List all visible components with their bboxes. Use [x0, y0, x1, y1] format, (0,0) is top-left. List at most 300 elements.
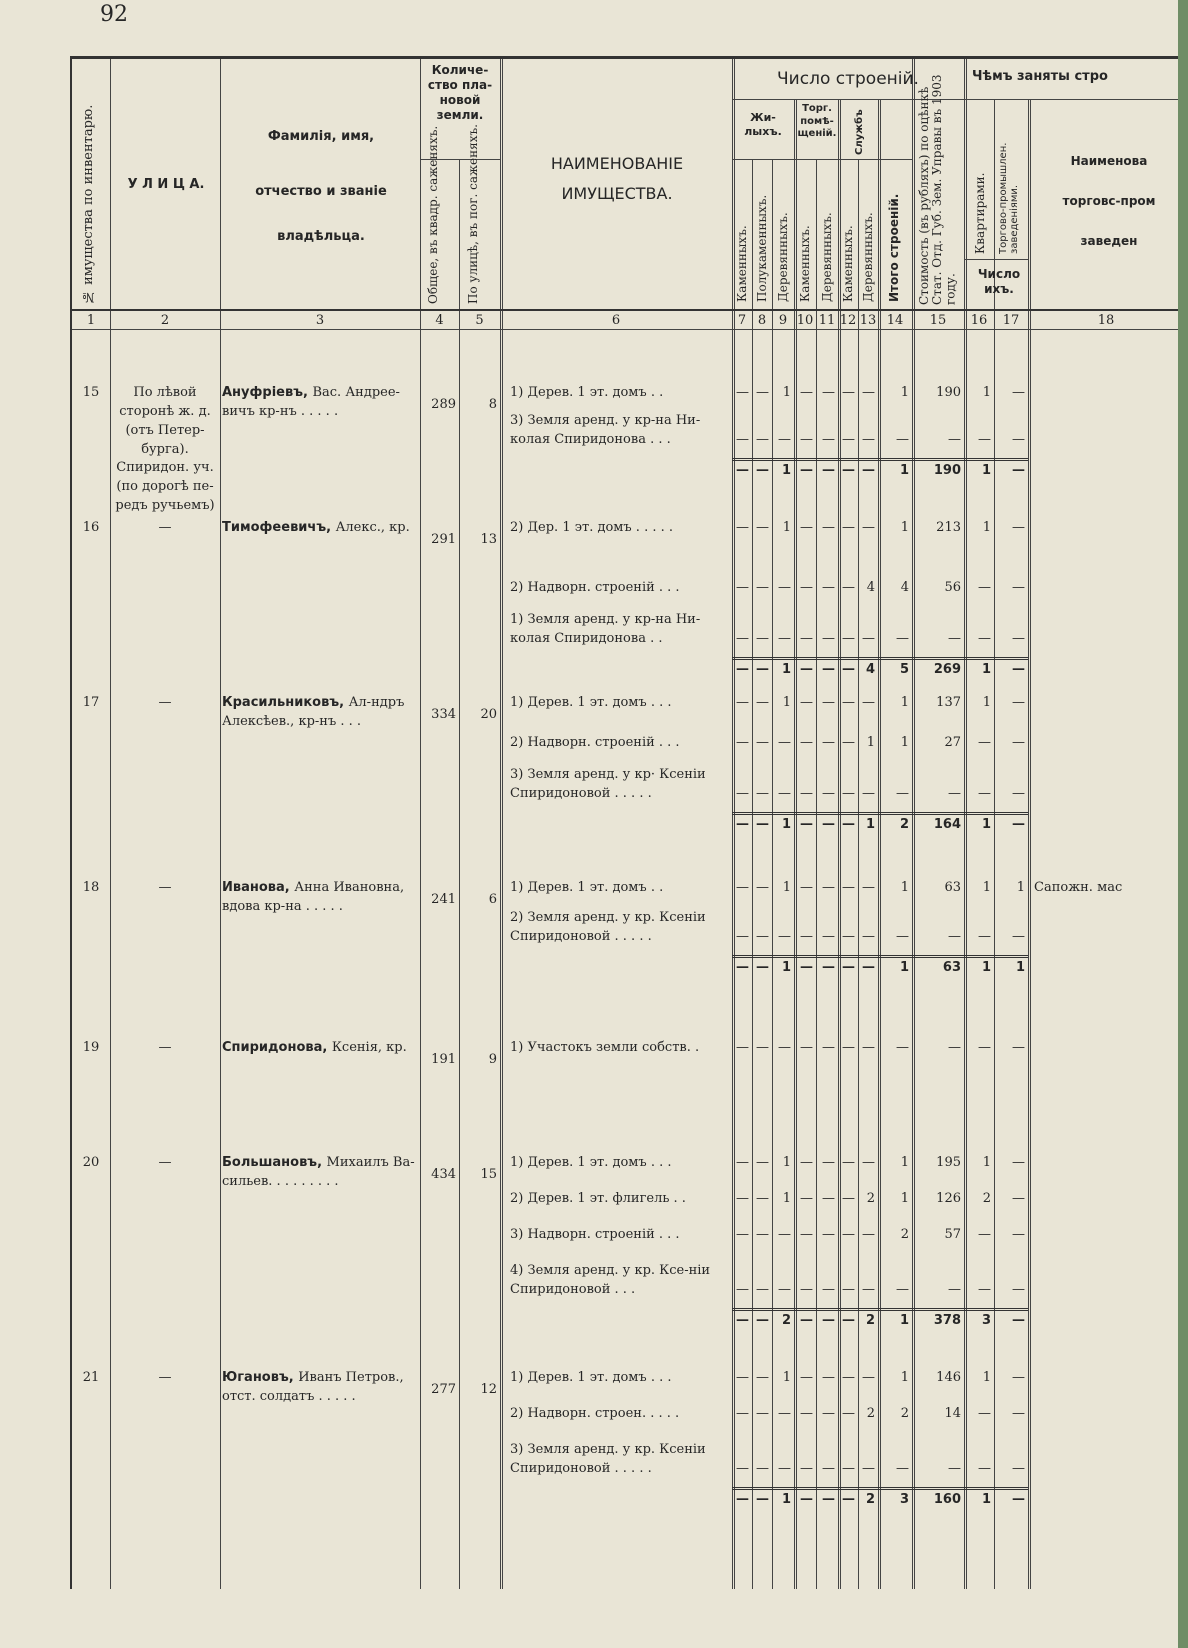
value-c10: —: [800, 1040, 813, 1055]
subtotal-rule: [732, 657, 1028, 660]
total-c12: —: [842, 662, 855, 677]
value-c15: 195: [936, 1155, 961, 1170]
property-item: 1) Дерев. 1 эт. домъ . . .: [510, 1155, 672, 1170]
value-c16: —: [978, 1461, 991, 1476]
value-c17: —: [1012, 1282, 1025, 1297]
col16-header: Квартирами.: [973, 172, 987, 254]
inventory-table: [70, 56, 1184, 1589]
value-c7: —: [736, 1227, 749, 1242]
value-c8: —: [756, 695, 769, 710]
value-c9: —: [778, 580, 791, 595]
value-c15: 57: [944, 1227, 961, 1242]
value-c12: —: [842, 1282, 855, 1297]
value-c15: —: [948, 631, 961, 646]
value-c12: —: [842, 735, 855, 750]
property-item: 1) Дерев. 1 эт. домъ . .: [510, 880, 664, 895]
total-c13: —: [862, 960, 875, 975]
column-number: 1: [86, 313, 96, 328]
value-c12: —: [842, 929, 855, 944]
value-c16: —: [978, 580, 991, 595]
value-c15: 146: [936, 1370, 961, 1385]
owner-cell: [222, 1369, 416, 1407]
owner-header-1: Фамилія, имя,: [267, 129, 375, 144]
total-c13: 1: [865, 817, 875, 832]
property-item: 1) Дерев. 1 эт. домъ . .: [510, 385, 664, 400]
value-c7: —: [736, 1040, 749, 1055]
total-c7: —: [736, 817, 749, 832]
col18-header-2: торговс-пром: [1062, 194, 1156, 208]
value-c16: 1: [982, 880, 991, 895]
entry-number: 16: [82, 520, 100, 535]
total-c14: 1: [899, 960, 909, 975]
value-c13: —: [862, 1461, 875, 1476]
total-c14: 3: [899, 1492, 909, 1507]
value-c9: —: [778, 929, 791, 944]
value-c15: 27: [944, 735, 961, 750]
total-c12: —: [842, 463, 855, 478]
value-c11: —: [822, 385, 835, 400]
value-c17: —: [1012, 580, 1025, 595]
value-c11: —: [822, 786, 835, 801]
total-c10: —: [800, 662, 813, 677]
owner-details: Ксенія, кр.: [331, 1040, 407, 1055]
value-c7: —: [736, 929, 749, 944]
value-c15: 14: [944, 1406, 961, 1421]
total-c14: 1: [899, 1313, 909, 1328]
value-c11: —: [822, 1282, 835, 1297]
entry-number: 17: [82, 695, 100, 710]
subtotal-rule: [732, 955, 1028, 958]
owner-surname: Большановъ,: [222, 1155, 327, 1170]
value-c10: —: [800, 385, 813, 400]
value-c17: —: [1012, 631, 1025, 646]
property-item: 1) Участокъ земли собств. .: [510, 1040, 700, 1055]
value-c7: —: [736, 1406, 749, 1421]
value-c8: —: [756, 1282, 769, 1297]
value-c13: —: [862, 385, 875, 400]
value-c14: —: [896, 631, 909, 646]
land-area: 291: [431, 532, 456, 547]
value-c12: —: [842, 786, 855, 801]
value-c7: —: [736, 1282, 749, 1297]
value-c14: 4: [900, 580, 909, 595]
total-c7: —: [736, 1492, 749, 1507]
total-c11: —: [822, 463, 835, 478]
property-item: 1) Земля аренд. у кр-на Ни-колая Спиридонова . .: [510, 612, 701, 646]
value-c13: —: [862, 1227, 875, 1242]
value-c17: —: [1012, 695, 1025, 710]
total-c10: —: [800, 960, 813, 975]
value-c8: —: [756, 1155, 769, 1170]
owner-cell: [222, 1039, 416, 1058]
value-c13: 2: [866, 1191, 875, 1206]
street-frontage: 12: [480, 1382, 497, 1397]
value-c14: 1: [900, 385, 909, 400]
value-c13: —: [862, 1282, 875, 1297]
value-c14: —: [896, 786, 909, 801]
street-frontage: 6: [488, 892, 497, 907]
value-c15: 126: [936, 1191, 961, 1206]
total-c13: 2: [865, 1313, 875, 1328]
value-c9: 1: [782, 1370, 791, 1385]
value-c10: —: [800, 432, 813, 447]
value-c7: —: [736, 735, 749, 750]
value-c13: —: [862, 1040, 875, 1055]
land-area: 241: [431, 892, 456, 907]
column-number: 8: [757, 313, 767, 328]
value-c17: —: [1012, 1227, 1025, 1242]
owner-header-2: отчество и званіе: [255, 184, 387, 199]
value-c16: —: [978, 1040, 991, 1055]
value-c10: —: [800, 1406, 813, 1421]
value-c9: —: [778, 786, 791, 801]
property-item: 2) Надворн. строеній . . .: [510, 580, 680, 595]
value-c11: —: [822, 1406, 835, 1421]
column-number: 10: [796, 313, 814, 328]
owner-details: Ал-ндръ Алексѣев., кр-нъ . . .: [222, 695, 405, 729]
owner-surname: Ануфріевъ,: [222, 385, 313, 400]
value-c10: —: [800, 1370, 813, 1385]
property-header-1: НАИМЕНОВАНІЕ: [550, 154, 684, 173]
value-c12: —: [842, 1461, 855, 1476]
property-item: 3) Земля аренд. у кр· Ксеніи Спиридоновой . . . . .: [510, 767, 706, 801]
value-c9: 1: [782, 695, 791, 710]
value-c16: —: [978, 1282, 991, 1297]
entry-number: 15: [82, 385, 100, 400]
value-c8: —: [756, 1406, 769, 1421]
value-c14: —: [896, 1282, 909, 1297]
residential-header: Жи-лыхъ.: [744, 111, 782, 138]
col12-header: Каменныхъ.: [841, 225, 855, 302]
value-c10: —: [800, 1461, 813, 1476]
value-c9: —: [778, 1040, 791, 1055]
value-c14: 1: [900, 1155, 909, 1170]
column-number: 12: [839, 313, 857, 328]
value-c14: 1: [900, 695, 909, 710]
subtotal-rule: [732, 458, 1028, 461]
property-item: 1) Дерев. 1 эт. домъ . . .: [510, 695, 672, 710]
total-c13: 4: [865, 662, 875, 677]
col8-header: Полукаменныхъ.: [755, 194, 769, 302]
owner-cell: [222, 1154, 416, 1192]
value-c10: —: [800, 1191, 813, 1206]
street-cell: По лѣвой сторонѣ ж. д. (отъ Петер-бурга). Спиридон. уч. (по дорогѣ пе-редъ ручьемъ): [115, 385, 215, 514]
total-c11: —: [822, 1492, 835, 1507]
total-c12: —: [842, 817, 855, 832]
value-c16: —: [978, 735, 991, 750]
page-edge: [1178, 0, 1188, 1648]
value-c13: —: [862, 929, 875, 944]
property-item: 2) Дерев. 1 эт. флигель . .: [510, 1191, 686, 1206]
total-c9: 1: [781, 817, 791, 832]
value-c7: —: [736, 520, 749, 535]
total-c7: —: [736, 463, 749, 478]
value-c9: —: [778, 735, 791, 750]
total-c15: 63: [942, 960, 961, 975]
value-c15: 56: [944, 580, 961, 595]
owner-cell: [222, 519, 416, 538]
subtotal-rule: [732, 812, 1028, 815]
value-c14: 2: [900, 1227, 909, 1242]
total-c9: 1: [781, 1492, 791, 1507]
subtotal-rule: [732, 1487, 1028, 1490]
value-c11: —: [822, 432, 835, 447]
col11-header: Деревянныхъ.: [820, 212, 834, 302]
value-c8: —: [756, 880, 769, 895]
total-c12: —: [842, 960, 855, 975]
total-c9: 1: [781, 463, 791, 478]
owner-cell: [222, 879, 416, 917]
street-cell: —: [158, 1370, 172, 1385]
value-c11: —: [822, 1040, 835, 1055]
value-c13: —: [862, 1370, 875, 1385]
col9-header: Деревянныхъ.: [776, 212, 790, 302]
column-number: 3: [315, 313, 325, 328]
total-c7: —: [736, 662, 749, 677]
value-c8: —: [756, 520, 769, 535]
value-c17: —: [1012, 1040, 1025, 1055]
street-cell: —: [158, 1155, 172, 1170]
value-c11: —: [822, 929, 835, 944]
value-c16: 1: [982, 1370, 991, 1385]
property-item: 2) Надворн. строен. . . . .: [510, 1406, 680, 1421]
value-c8: —: [756, 929, 769, 944]
total-c11: —: [822, 960, 835, 975]
value-c9: 1: [782, 1155, 791, 1170]
land-area: 334: [431, 707, 456, 722]
value-c14: 1: [900, 735, 909, 750]
total-c13: 2: [865, 1492, 875, 1507]
value-c8: —: [756, 786, 769, 801]
land-area: 289: [431, 397, 456, 412]
value-c17: —: [1012, 520, 1025, 535]
value-c12: —: [842, 695, 855, 710]
value-c7: —: [736, 786, 749, 801]
value-c17: —: [1012, 786, 1025, 801]
value-c16: —: [978, 631, 991, 646]
value-c7: —: [736, 1191, 749, 1206]
total-c8: —: [756, 1492, 769, 1507]
entry-number: 21: [82, 1370, 100, 1385]
total-c17: —: [1012, 1313, 1025, 1328]
value-c12: —: [842, 520, 855, 535]
value-c7: —: [736, 432, 749, 447]
street-frontage: 8: [488, 397, 497, 412]
total-c10: —: [800, 463, 813, 478]
owner-details: Иванъ Петров., отст. солдатъ . . . . .: [222, 1370, 404, 1404]
value-c10: —: [800, 1282, 813, 1297]
street-frontage: 9: [488, 1052, 497, 1067]
street-cell: —: [158, 880, 172, 895]
total-c10: —: [800, 1313, 813, 1328]
value-c15: —: [948, 1040, 961, 1055]
value-c8: —: [756, 631, 769, 646]
street-header: У Л И Ц А.: [127, 177, 205, 192]
value-c12: —: [842, 631, 855, 646]
total-c11: —: [822, 662, 835, 677]
total-c14: 1: [899, 463, 909, 478]
value-c8: —: [756, 432, 769, 447]
property-header-2: ИМУЩЕСТВА.: [561, 184, 673, 203]
value-c16: 2: [982, 1191, 991, 1206]
col14-header: Итого строеній.: [887, 193, 901, 302]
value-c13: 4: [866, 580, 875, 595]
column-number: 16: [970, 313, 988, 328]
value-c10: —: [800, 580, 813, 595]
value-c10: —: [800, 735, 813, 750]
value-c16: 1: [982, 1155, 991, 1170]
value-c8: —: [756, 1191, 769, 1206]
property-item: 2) Дер. 1 эт. домъ . . . . .: [510, 520, 674, 535]
entry-number: 18: [82, 880, 100, 895]
value-c17: —: [1012, 432, 1025, 447]
value-c9: 1: [782, 880, 791, 895]
total-c7: —: [736, 1313, 749, 1328]
value-c15: 137: [936, 695, 961, 710]
value-c12: —: [842, 1155, 855, 1170]
value-c17: —: [1012, 1370, 1025, 1385]
value-c7: —: [736, 1370, 749, 1385]
value-c15: —: [948, 432, 961, 447]
page-number: 92: [100, 2, 128, 27]
value-c10: —: [800, 520, 813, 535]
value-c9: 1: [782, 1191, 791, 1206]
value-c11: —: [822, 1227, 835, 1242]
property-item: 2) Земля аренд. у кр. Ксеніи Спиридоновой . . . . .: [510, 910, 706, 944]
value-c9: 1: [782, 385, 791, 400]
street-frontage: 15: [480, 1167, 497, 1182]
value-c8: —: [756, 1227, 769, 1242]
value-c13: —: [862, 695, 875, 710]
col5-header: По улицѣ, въ пог. саженяхъ.: [466, 124, 480, 304]
value-c14: —: [896, 1040, 909, 1055]
buildings-header: Число строеній.: [777, 69, 919, 89]
property-item: 3) Надворн. строеній . . .: [510, 1227, 680, 1242]
owner-surname: Спиридонова,: [222, 1040, 332, 1055]
value-c9: —: [778, 432, 791, 447]
value-c12: —: [842, 880, 855, 895]
street-frontage: 13: [480, 532, 497, 547]
value-c12: —: [842, 385, 855, 400]
total-c10: —: [800, 817, 813, 832]
property-item: 1) Дерев. 1 эт. домъ . . .: [510, 1370, 672, 1385]
property-item: 3) Земля аренд. у кр-на Ни-колая Спиридонова . . .: [510, 413, 701, 447]
value-c7: —: [736, 880, 749, 895]
owner-cell: [222, 384, 416, 422]
value-c9: —: [778, 1227, 791, 1242]
value-c17: —: [1012, 1406, 1025, 1421]
value-c14: —: [896, 1461, 909, 1476]
column-number: 18: [1097, 313, 1115, 328]
entry-number: 20: [82, 1155, 100, 1170]
value-c13: 1: [866, 735, 875, 750]
value-c13: 2: [866, 1406, 875, 1421]
value-c10: —: [800, 631, 813, 646]
total-c17: —: [1012, 817, 1025, 832]
value-c15: 63: [944, 880, 961, 895]
column-number: 17: [1002, 313, 1020, 328]
value-c8: —: [756, 385, 769, 400]
value-c11: —: [822, 631, 835, 646]
value-c9: 1: [782, 520, 791, 535]
value-c8: —: [756, 735, 769, 750]
value-c12: —: [842, 1040, 855, 1055]
value-c12: —: [842, 432, 855, 447]
property-item: 4) Земля аренд. у кр. Ксе-ніи Спиридоновой . . .: [510, 1263, 711, 1297]
value-c13: —: [862, 631, 875, 646]
value-c16: 1: [982, 385, 991, 400]
owner-details: Алекс., кр.: [335, 520, 410, 535]
value-c14: 1: [900, 520, 909, 535]
subtotal-rule: [732, 1308, 1028, 1311]
service-header: Службъ: [854, 109, 865, 155]
value-c11: —: [822, 880, 835, 895]
value-c11: —: [822, 1370, 835, 1385]
total-c9: 2: [781, 1313, 791, 1328]
value-c11: —: [822, 735, 835, 750]
value-c9: —: [778, 631, 791, 646]
value-c14: —: [896, 432, 909, 447]
total-c17: —: [1012, 662, 1025, 677]
owner-surname: Иванова,: [222, 880, 295, 895]
total-c15: 190: [933, 463, 961, 478]
value-c11: —: [822, 580, 835, 595]
value-c11: —: [822, 695, 835, 710]
value-c16: —: [978, 786, 991, 801]
col18-header-3: заведен: [1080, 234, 1138, 248]
col10-header: Каменныхъ.: [798, 225, 812, 302]
total-c16: 3: [981, 1313, 991, 1328]
value-c8: —: [756, 580, 769, 595]
value-c11: —: [822, 1191, 835, 1206]
value-c12: —: [842, 1227, 855, 1242]
col1-header: № имущества по инвентарю.: [81, 104, 96, 304]
total-c16: 1: [981, 662, 991, 677]
total-c9: 1: [781, 662, 791, 677]
occupied-header: Чѣмъ заняты стро: [972, 69, 1108, 84]
value-c8: —: [756, 1370, 769, 1385]
value-c8: —: [756, 1040, 769, 1055]
total-c8: —: [756, 817, 769, 832]
column-number: 14: [886, 313, 904, 328]
value-c10: —: [800, 786, 813, 801]
total-c7: —: [736, 960, 749, 975]
commercial-header: Торг. помѣ-щеній.: [797, 103, 837, 139]
total-c15: 378: [933, 1313, 961, 1328]
value-c14: 2: [900, 1406, 909, 1421]
owner-surname: Красильниковъ,: [222, 695, 349, 710]
value-c10: —: [800, 880, 813, 895]
value-c17: —: [1012, 735, 1025, 750]
owner-header-3: владѣльца.: [277, 229, 365, 244]
total-c16: 1: [981, 1492, 991, 1507]
total-c8: —: [756, 960, 769, 975]
value-c14: —: [896, 929, 909, 944]
value-c16: 1: [982, 520, 991, 535]
value-c16: 1: [982, 695, 991, 710]
value-c14: 1: [900, 1370, 909, 1385]
total-c17: —: [1012, 1492, 1025, 1507]
property-item: 2) Надворн. строеній . . .: [510, 735, 680, 750]
col4-header: Общее, въ квадр. саженяхъ.: [426, 125, 440, 304]
column-number: 13: [859, 313, 877, 328]
value-c17: —: [1012, 1191, 1025, 1206]
value-c11: —: [822, 1461, 835, 1476]
col13-header: Деревянныхъ.: [861, 212, 875, 302]
entry-number: 19: [82, 1040, 100, 1055]
column-number: 6: [611, 313, 621, 328]
value-c10: —: [800, 695, 813, 710]
